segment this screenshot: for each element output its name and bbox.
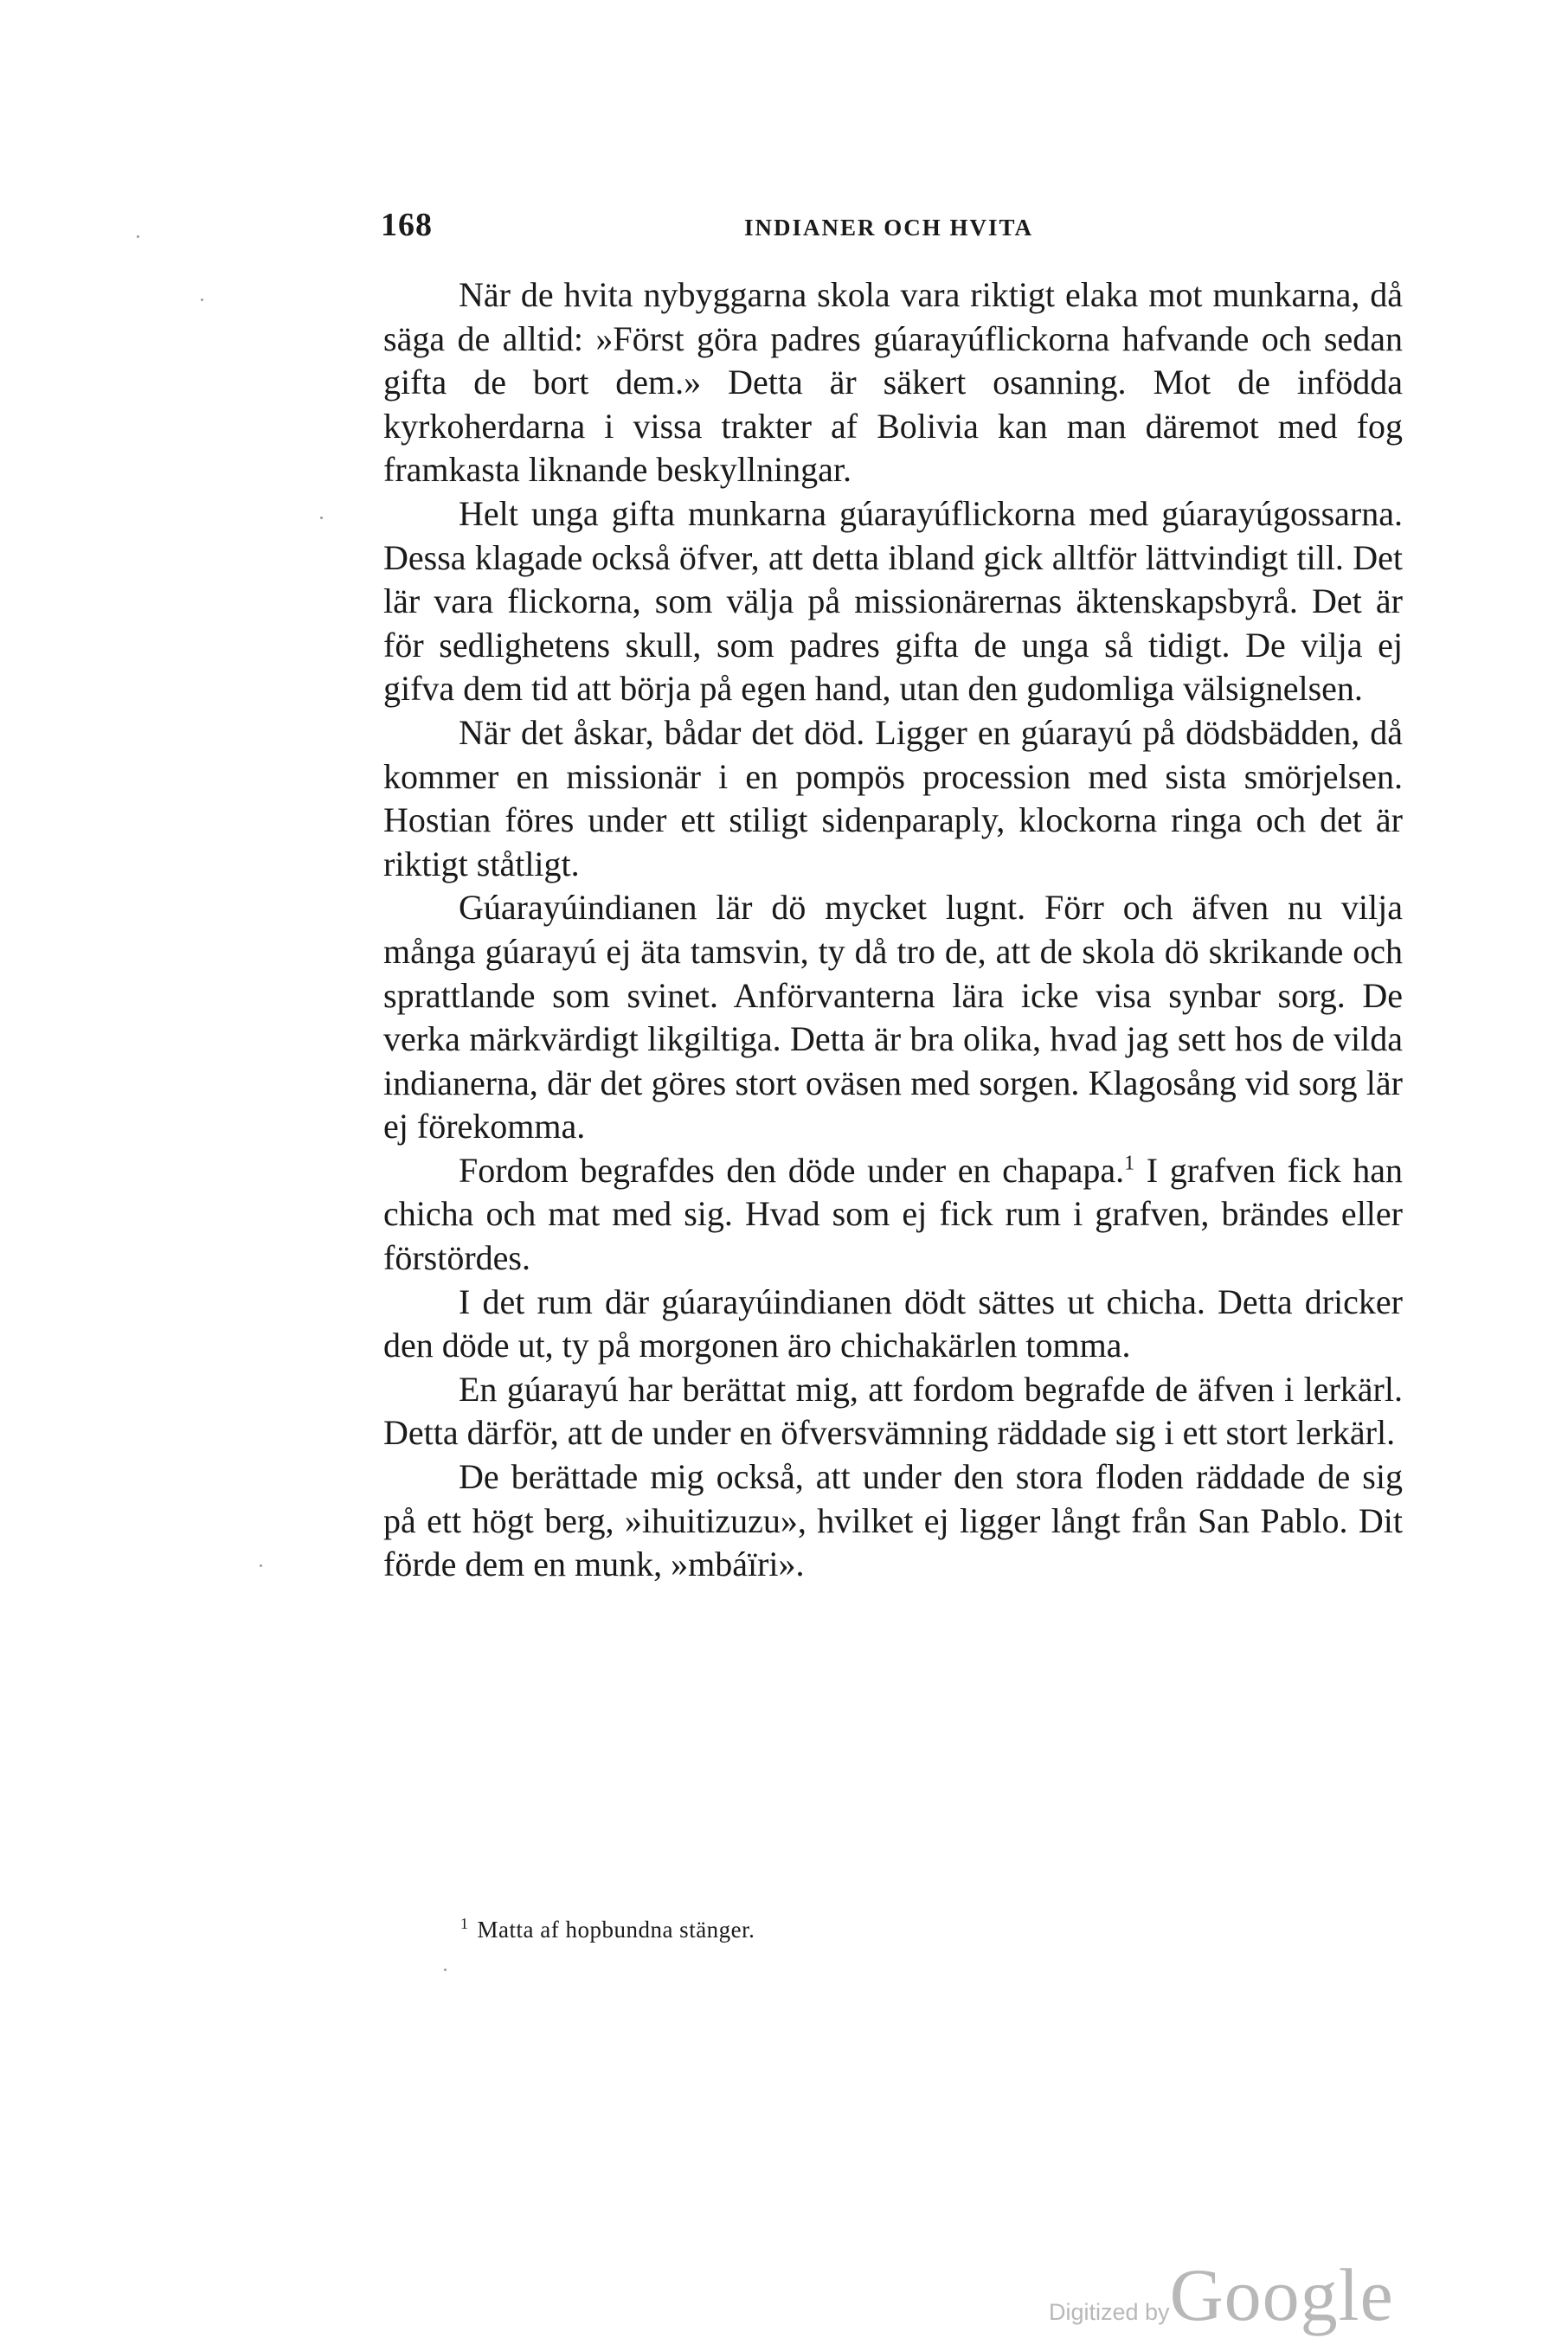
- paragraph: När det åskar, bådar det död. Ligger en gúarayú på dödsbädden, då kommer en missionär i en pompös procession med sista smörjelsen. Hostian föres under ett stiligt sidenparaply, klockorna ringa och det är riktigt ståtligt.: [383, 712, 1403, 883]
- paragraph: När de hvita nybyggarna skola vara riktigt elaka mot munkarna, då säga de alltid: »Först göra padres gúarayúflickorna hafvande och sedan gifta de bort dem.» Detta är säkert osanning. Mot de infödda kyrkoherdarna i vissa trakter af Bolivia kan man däremot med fog framkasta liknande beskyllningar.: [383, 275, 1403, 490]
- paragraph-with-footnote: [383, 1149, 1403, 1281]
- page-number: 168: [381, 207, 433, 243]
- paragraph: I det rum där gúarayúindianen dödt sättes ut chicha. Detta dricker den döde ut, ty på morgonen äro chichakärlen tomma.: [383, 1281, 1403, 1365]
- scan-speck: [320, 517, 323, 519]
- scan-speck: [137, 235, 139, 238]
- paragraph: En gúarayú har berättat mig, att fordom begrafde de äfven i lerkärl. Detta därför, att de under en öfversvämning räddade sig i ett stort lerkärl.: [383, 1369, 1403, 1453]
- paragraph-text-before: Fordom begrafdes den döde under en chapapa.: [459, 1150, 1125, 1190]
- scan-speck: [201, 299, 203, 301]
- footnote: [460, 1917, 1326, 1943]
- scan-speck: [444, 1969, 447, 1971]
- paragraph: Gúarayúindianen lär dö mycket lugnt. Förr och äfven nu vilja många gúarayú ej äta tamsvin, ty då tro de, att de skola dö skrikande och sprattlande som svinet. Anförvanterna lära icke visa synbar sorg. De verka märkvärdigt likgiltiga. Detta är bra olika, hvad jag sett hos de vilda indianerna, där det göres stort oväsen med sorgen. Klagosång vid sorg lär ej förekomma.: [383, 888, 1403, 1147]
- footnote-text: Matta af hopbundna stänger.: [477, 1917, 755, 1943]
- page-header: [381, 206, 1402, 258]
- footnote-mark: 1: [460, 1915, 469, 1932]
- paragraph-text-after: I grafven fick han chicha och mat med sig. Hvad som ej fick rum i grafven, brändes eller förstördes.: [383, 1150, 1403, 1278]
- running-head: INDIANER OCH HVITA: [744, 215, 1034, 241]
- digitized-watermark: [1049, 2251, 1394, 2338]
- paragraph: De berättade mig också, att under den stora floden räddade de sig på ett högt berg, »ihuitizuzu», hvilket ej ligger långt från San Pablo. Dit förde dem en munk, »mbáïri».: [383, 1457, 1403, 1584]
- watermark-logo-text: Google: [1169, 2253, 1394, 2336]
- body-text: [383, 273, 1403, 1587]
- watermark-small-text: Digitized by: [1049, 2299, 1170, 2325]
- footnote-reference: 1: [1124, 1152, 1135, 1175]
- scan-speck: [260, 1564, 262, 1567]
- paragraph: Helt unga gifta munkarna gúarayúflickorna med gúarayúgossarna. Dessa klagade också öfver, att detta ibland gick alltför lättvindigt till. Det lär vara flickorna, som välja på missionärernas äktenskapsbyrå. Det är för sedlighetens skull, som padres gifta de unga så tidigt. De vilja ej gifva dem tid att börja på egen hand, utan den gudomliga välsignelsen.: [383, 493, 1403, 709]
